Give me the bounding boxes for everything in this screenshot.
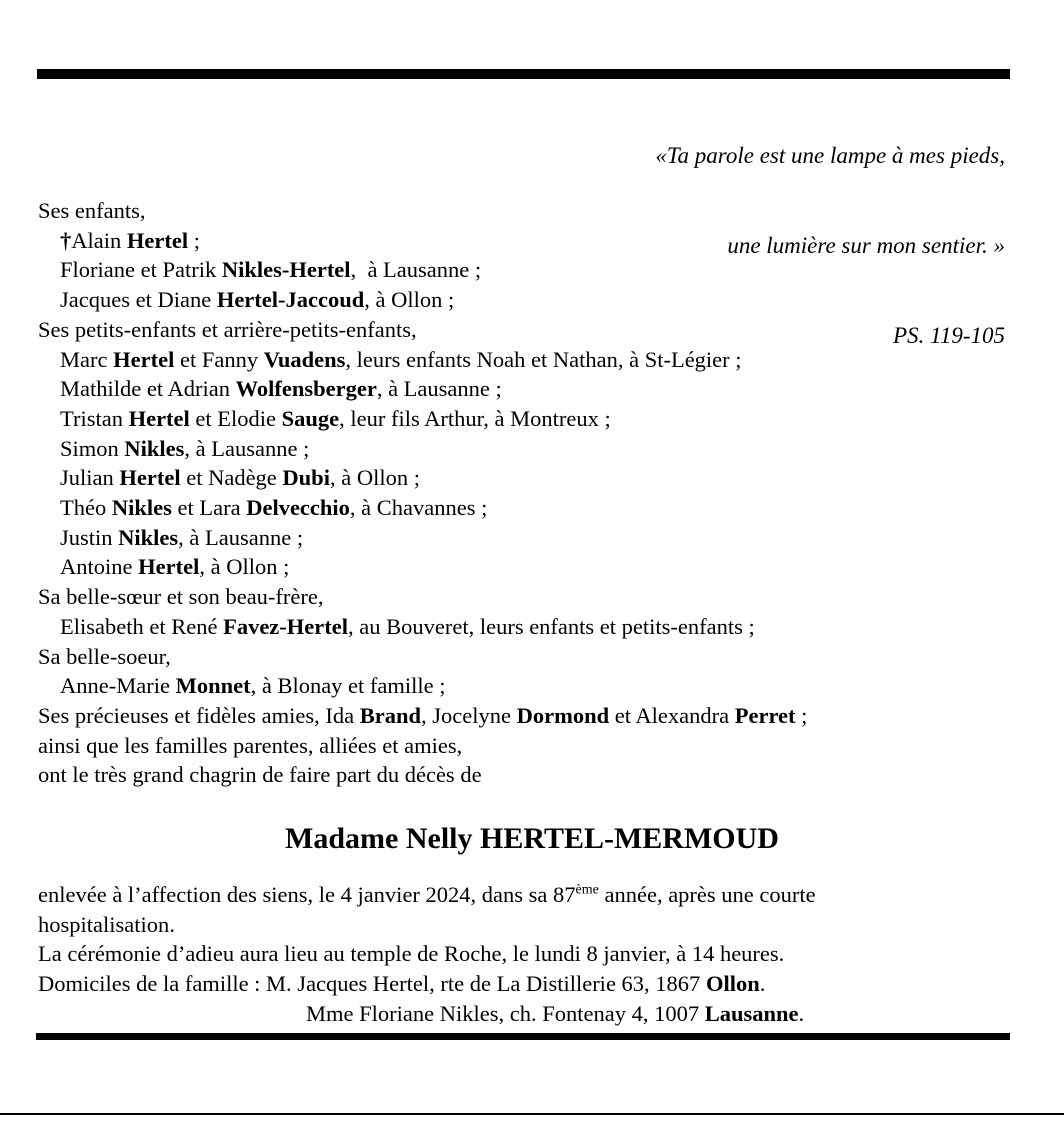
section-grandchildren: Ses petits-enfants et arrière-petits-enfants,	[38, 316, 417, 342]
family-line: Jacques et Diane Hertel-Jaccoud, à Ollon ;	[60, 287, 455, 313]
section-sister-in-law: Sa belle-sœur et son beau-frère,	[38, 584, 324, 610]
top-rule	[37, 69, 1010, 79]
address-line: Domiciles de la famille : M. Jacques Hertel, rte de La Distillerie 63, 1867 Ollon.	[38, 971, 766, 997]
family-line: Elisabeth et René Favez-Hertel, au Bouveret, leurs enfants et petits-enfants ;	[60, 613, 755, 639]
families-line: ainsi que les familles parentes, alliées et amies,	[38, 732, 463, 758]
quote-line: une lumière sur mon sentier. »	[727, 233, 1005, 258]
friends-line: Ses précieuses et fidèles amies, Ida Brand, Jocelyne Dormond et Alexandra Perret ;	[38, 702, 808, 728]
death-details-line: enlevée à l’affection des siens, le 4 janvier 2024, dans sa 87ème année, après une courte	[38, 882, 816, 907]
family-line: Antoine Hertel, à Ollon ;	[60, 554, 290, 580]
quote-line: «Ta parole est une lampe à mes pieds,	[655, 143, 1005, 168]
death-details-line: hospitalisation.	[38, 911, 175, 937]
family-line: Justin Nikles, à Lausanne ;	[60, 524, 304, 550]
bottom-rule	[36, 1033, 1010, 1040]
deceased-name-title: Madame Nelly HERTEL-MERMOUD	[285, 822, 779, 855]
section-children: Ses enfants,	[38, 198, 146, 223]
family-line: Anne-Marie Monnet, à Blonay et famille ;	[60, 673, 446, 699]
section-sister-in-law-2: Sa belle-soeur,	[38, 643, 171, 669]
announcement-details	[38, 880, 1028, 1029]
family-line: Mathilde et Adrian Wolfensberger, à Lausanne ;	[60, 376, 502, 402]
family-list	[38, 196, 1028, 790]
quote-reference: PS. 119-105	[892, 323, 1005, 348]
family-line: Tristan Hertel et Elodie Sauge, leur fils Arthur, à Montreux ;	[60, 405, 611, 431]
family-line: †Alain Hertel ;	[60, 227, 200, 253]
family-line: Julian Hertel et Nadège Dubi, à Ollon ;	[60, 465, 420, 491]
page-bottom-border	[0, 1113, 1064, 1115]
address-line: Mme Floriane Nikles, ch. Fontenay 4, 1007 Lausanne.	[306, 1000, 805, 1026]
family-line: Marc Hertel et Fanny Vuadens, leurs enfants Noah et Nathan, à St-Légier ;	[60, 346, 742, 372]
family-line: Théo Nikles et Lara Delvecchio, à Chavannes ;	[60, 495, 488, 521]
family-line: Simon Nikles, à Lausanne ;	[60, 435, 310, 461]
announcement-line: ont le très grand chagrin de faire part du décès de	[38, 762, 482, 788]
family-line: Floriane et Patrik Nikles-Hertel, à Lausanne ;	[60, 257, 482, 283]
ceremony-line: La cérémonie d’adieu aura lieu au temple de Roche, le lundi 8 janvier, à 14 heures.	[38, 941, 785, 967]
